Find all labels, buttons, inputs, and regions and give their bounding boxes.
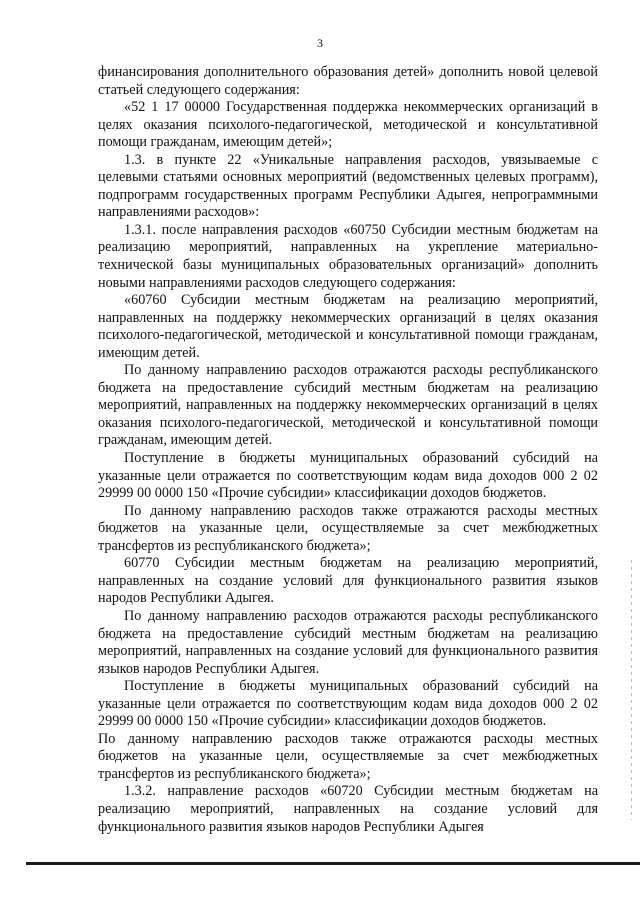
paragraph: 1.3.2. направление расходов «60720 Субсидии местным бюджетам на реализацию мероприятий, направленных на создание условий для функционального развития языков народов Республики Адыгея — [98, 783, 598, 835]
footer-rule — [26, 862, 640, 865]
paragraph: финансирования дополнительного образования детей» дополнить новой целевой статьей следующего содержания: — [98, 64, 598, 98]
document-body — [98, 64, 598, 836]
paragraph: «60760 Субсидии местным бюджетам на реализацию мероприятий, направленных на поддержку некоммерческих организаций в целях оказания психолого-педагогической, методической и консультативной помощи гражданам, имеющим детей. — [98, 292, 598, 361]
paragraph: «52 1 17 00000 Государственная поддержка некоммерческих организаций в целях оказания психолого-педагогической, методической и консультативной помощи гражданам, имеющим детей»; — [98, 99, 598, 151]
paragraph: По данному направлению расходов отражаются расходы республиканского бюджета на предоставление субсидий местным бюджетам на реализацию мероприятий, направленных на создание условий для функционального развития языков народов Республики Адыгея. — [98, 607, 598, 677]
paragraph: Поступление в бюджеты муниципальных образований субсидий на указанные цели отражается по соответствующим кодам вида доходов 000 2 02 29999 00 0000 150 «Прочие субсидии» классификации доходов бюджетов. — [98, 450, 598, 502]
paragraph: По данному направлению расходов также отражаются расходы местных бюджетов на указанные цели, осуществляемые за счет межбюджетных трансфертов из республиканского бюджета»; — [98, 502, 598, 554]
paragraph: 60770 Субсидии местным бюджетам на реализацию мероприятий, направленных на создание условий для функционального развития языков народов Республики Адыгея. — [98, 555, 598, 607]
paragraph: По данному направлению расходов также отражаются расходы местных бюджетов на указанные цели, осуществляемые за счет межбюджетных трансфертов из республиканского бюджета»; — [98, 730, 598, 782]
paragraph: 1.3. в пункте 22 «Уникальные направления расходов, увязываемые с целевыми статьями основных мероприятий (ведомственных целевых программ), подпрограмм государственных программ Республики Адыгея, непрограммными направлениями расходов»: — [98, 151, 598, 221]
paragraph: По данному направлению расходов отражаются расходы республиканского бюджета на предоставление субсидий местным бюджетам на реализацию мероприятий, направленных на поддержку некоммерческих организаций в целях оказания психолого-педагогической, методической и консультативной помощи гражданам, имеющим детей. — [98, 362, 598, 449]
scan-edge-mark — [631, 560, 632, 820]
paragraph: Поступление в бюджеты муниципальных образований субсидий на указанные цели отражается по соответствующим кодам вида доходов 000 2 02 29999 00 0000 150 «Прочие субсидии» классификации доходов бюджетов. — [98, 678, 598, 730]
paragraph: 1.3.1. после направления расходов «60750 Субсидии местным бюджетам на реализацию мероприятий, направленных на укрепление материально-технической базы муниципальных образовательных организаций» дополнить новыми направлениями расходов следующего содержания: — [98, 221, 598, 291]
page-number: 3 — [317, 36, 323, 50]
